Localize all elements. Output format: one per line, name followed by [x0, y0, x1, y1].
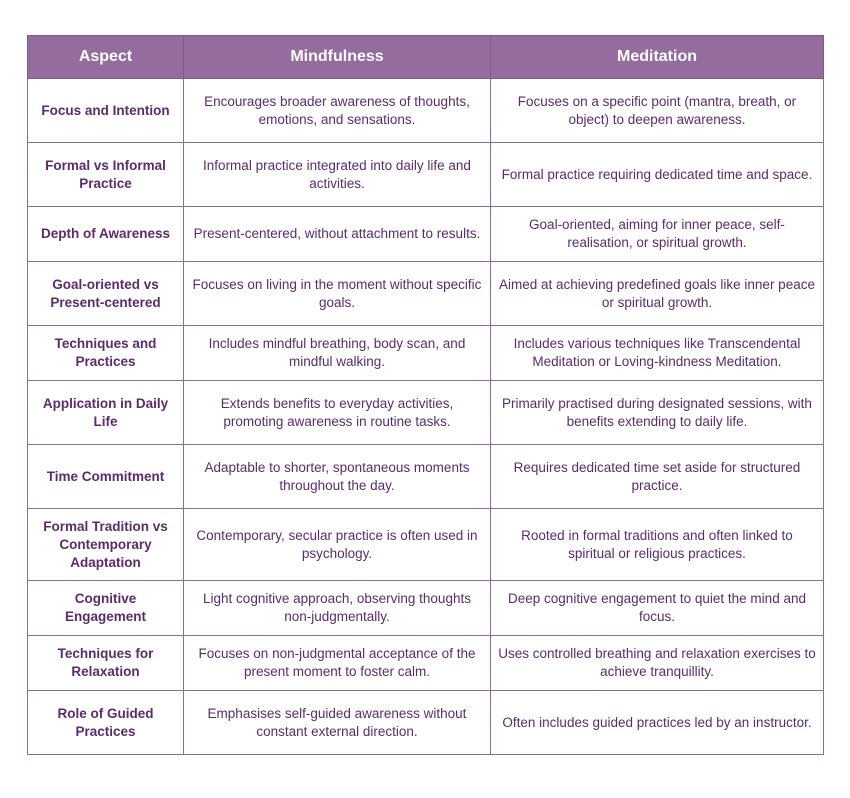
meditation-cell: Rooted in formal traditions and often linked to spiritual or religious practices. [491, 509, 824, 581]
comparison-table [27, 35, 824, 755]
table-row [28, 326, 824, 381]
mindfulness-cell: Adaptable to shorter, spontaneous moments throughout the day. [184, 445, 491, 509]
aspect-cell: Techniques and Practices [28, 326, 184, 381]
table-row [28, 691, 824, 755]
header-row [28, 36, 824, 79]
aspect-cell: Techniques for Relaxation [28, 636, 184, 691]
mindfulness-cell: Encourages broader awareness of thoughts, emotions, and sensations. [184, 79, 491, 143]
aspect-cell: Role of Guided Practices [28, 691, 184, 755]
table-row [28, 636, 824, 691]
aspect-cell: Application in Daily Life [28, 381, 184, 445]
mindfulness-cell: Emphasises self-guided awareness without constant external direction. [184, 691, 491, 755]
meditation-cell: Often includes guided practices led by an instructor. [491, 691, 824, 755]
meditation-cell: Aimed at achieving predefined goals like inner peace or spiritual growth. [491, 262, 824, 326]
table-row [28, 445, 824, 509]
mindfulness-cell: Extends benefits to everyday activities, promoting awareness in routine tasks. [184, 381, 491, 445]
table-row [28, 509, 824, 581]
meditation-cell: Deep cognitive engagement to quiet the mind and focus. [491, 581, 824, 636]
header-aspect: Aspect [28, 36, 184, 79]
table-row [28, 143, 824, 207]
meditation-cell: Goal-oriented, aiming for inner peace, self-realisation, or spiritual growth. [491, 207, 824, 262]
aspect-cell: Time Commitment [28, 445, 184, 509]
meditation-cell: Requires dedicated time set aside for structured practice. [491, 445, 824, 509]
mindfulness-cell: Informal practice integrated into daily life and activities. [184, 143, 491, 207]
table-row [28, 207, 824, 262]
meditation-cell: Focuses on a specific point (mantra, breath, or object) to deepen awareness. [491, 79, 824, 143]
header-mindfulness: Mindfulness [184, 36, 491, 79]
table-row [28, 581, 824, 636]
aspect-cell: Goal-oriented vs Present-centered [28, 262, 184, 326]
mindfulness-cell: Includes mindful breathing, body scan, and mindful walking. [184, 326, 491, 381]
aspect-cell: Depth of Awareness [28, 207, 184, 262]
aspect-cell: Cognitive Engagement [28, 581, 184, 636]
table-row [28, 262, 824, 326]
table-row [28, 381, 824, 445]
mindfulness-cell: Present-centered, without attachment to results. [184, 207, 491, 262]
table-row [28, 79, 824, 143]
meditation-cell: Formal practice requiring dedicated time and space. [491, 143, 824, 207]
aspect-cell: Formal Tradition vs Contemporary Adaptation [28, 509, 184, 581]
mindfulness-cell: Focuses on living in the moment without specific goals. [184, 262, 491, 326]
mindfulness-cell: Light cognitive approach, observing thoughts non-judgmentally. [184, 581, 491, 636]
aspect-cell: Focus and Intention [28, 79, 184, 143]
meditation-cell: Includes various techniques like Transcendental Meditation or Loving-kindness Meditation. [491, 326, 824, 381]
mindfulness-cell: Contemporary, secular practice is often used in psychology. [184, 509, 491, 581]
meditation-cell: Primarily practised during designated sessions, with benefits extending to daily life. [491, 381, 824, 445]
mindfulness-cell: Focuses on non-judgmental acceptance of the present moment to foster calm. [184, 636, 491, 691]
meditation-cell: Uses controlled breathing and relaxation exercises to achieve tranquillity. [491, 636, 824, 691]
aspect-cell: Formal vs Informal Practice [28, 143, 184, 207]
header-meditation: Meditation [491, 36, 824, 79]
